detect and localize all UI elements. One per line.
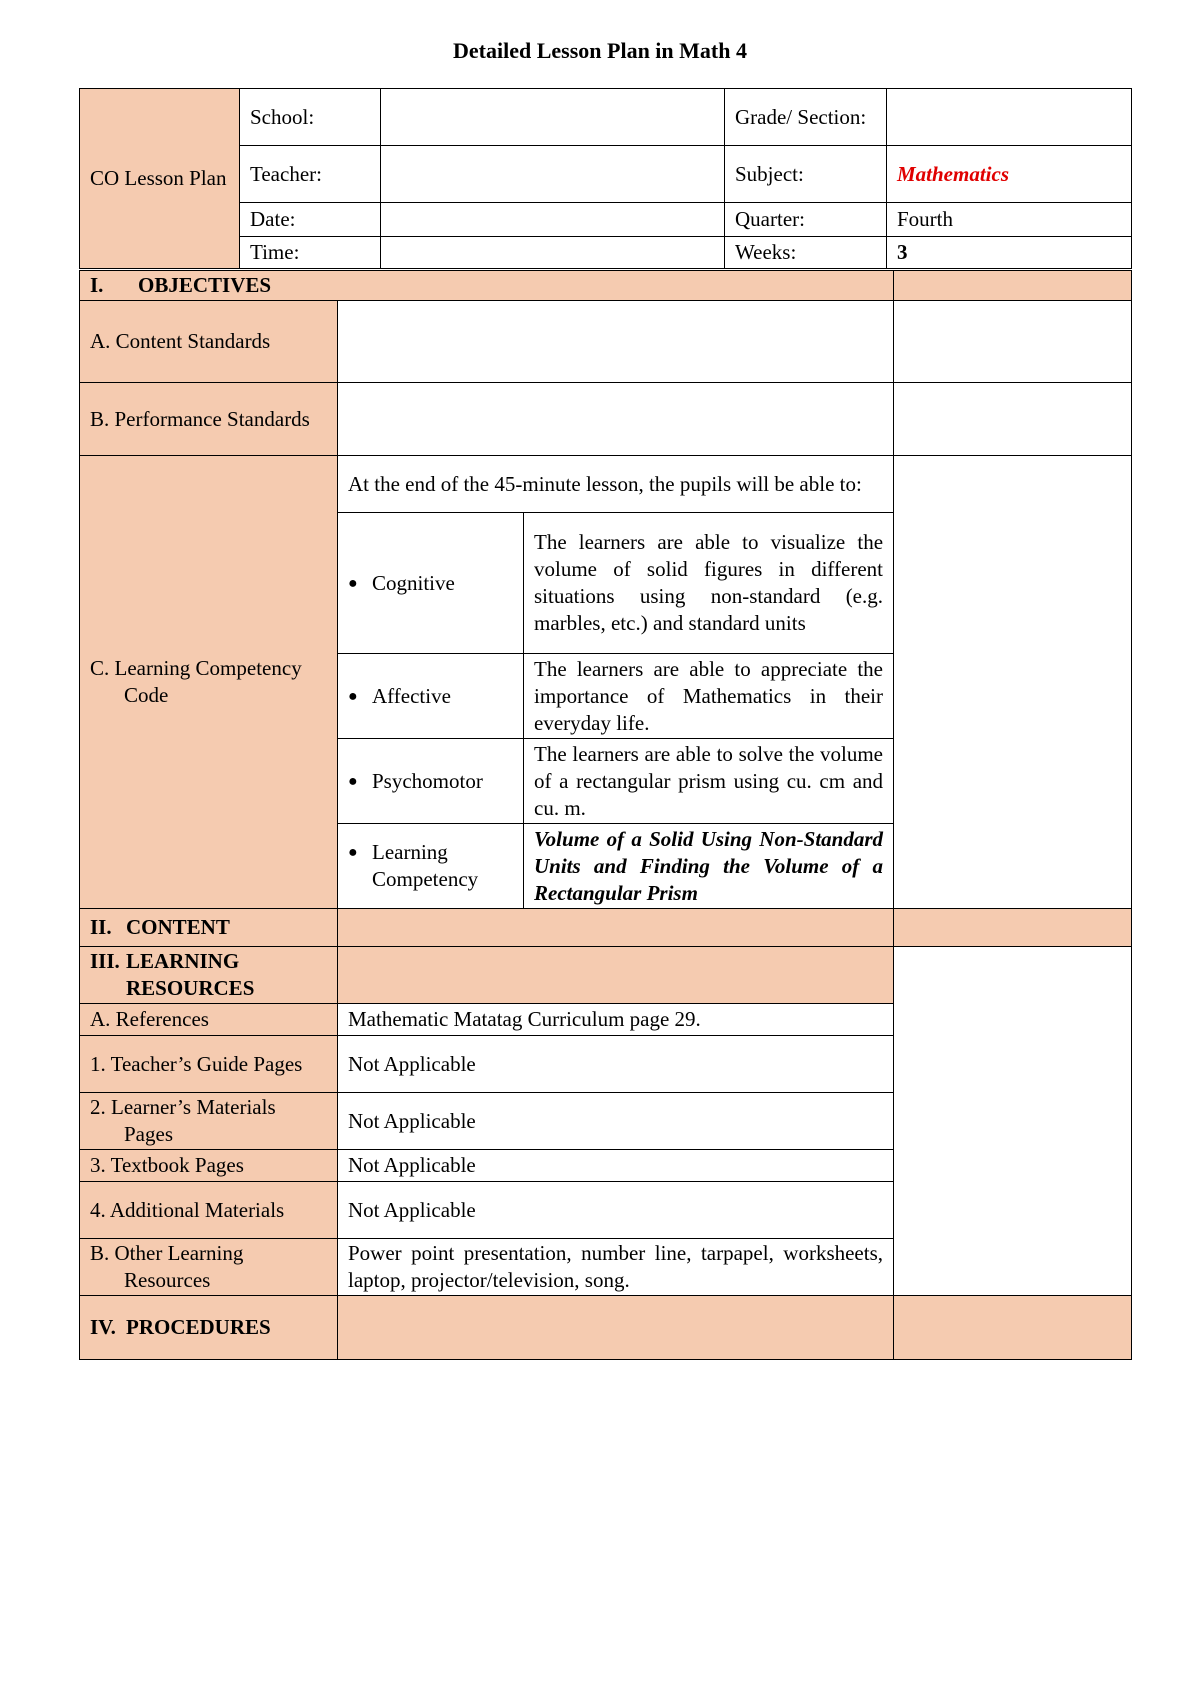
document-title: Detailed Lesson Plan in Math 4 [453, 38, 747, 63]
resources-heading [80, 947, 338, 1004]
resources-notes [894, 947, 1132, 1296]
resource-value-other-resources: Power point presentation, number line, tarpapel, worksheets, laptop, projector/television, song. [338, 1239, 894, 1296]
content-title: CONTENT [126, 915, 230, 939]
content-heading [80, 909, 338, 947]
time-label: Time: [240, 237, 381, 269]
resource-label-additional-materials: 4. Additional Materials [80, 1182, 338, 1239]
resource-label-references: A. References [80, 1004, 338, 1036]
date-label: Date: [240, 203, 381, 237]
performance-standards-notes [894, 383, 1132, 456]
procedures-value [338, 1296, 894, 1360]
domain-text-psychomotor: The learners are able to solve the volume of a rectangular prism using cu. cm and cu. m. [524, 739, 894, 824]
content-standards-value[interactable] [338, 301, 894, 383]
resource-value-additional-materials: Not Applicable [338, 1182, 894, 1239]
subject-value: Mathematics [887, 146, 1132, 203]
header-table [79, 88, 1132, 269]
resources-title: LEARNING RESOURCES [126, 949, 255, 1000]
school-value[interactable] [381, 89, 725, 146]
performance-standards-value[interactable] [338, 383, 894, 456]
objectives-number: I. [90, 273, 104, 297]
date-value[interactable] [381, 203, 725, 237]
resource-value-learners-materials: Not Applicable [338, 1093, 894, 1150]
time-value[interactable] [381, 237, 725, 269]
grade-section-label: Grade/ Section: [725, 89, 887, 146]
domain-label-affective: ● Affective [338, 654, 524, 739]
resource-label-learners-materials: 2. Learner’s Materials Pages [80, 1093, 338, 1150]
objectives-notes-cell [894, 271, 1132, 301]
content-notes [894, 909, 1132, 947]
domain-text-learning-competency: Volume of a Solid Using Non-Standard Units and Finding the Volume of a Rectangular Prism [524, 824, 894, 909]
co-lesson-plan-label: CO Lesson Plan [80, 89, 240, 269]
content-standards-notes [894, 301, 1132, 383]
teacher-label: Teacher: [240, 146, 381, 203]
quarter-value: Fourth [887, 203, 1132, 237]
competency-notes [894, 456, 1132, 909]
resource-label-textbook-pages: 3. Textbook Pages [80, 1150, 338, 1182]
content-standards-label: A. Content Standards [80, 301, 338, 383]
resource-value-teachers-guide: Not Applicable [338, 1036, 894, 1093]
bullet-icon: ● [348, 844, 358, 861]
procedures-heading [80, 1296, 338, 1360]
performance-standards-label: B. Performance Standards [80, 383, 338, 456]
bullet-icon: ● [348, 687, 358, 705]
main-table [79, 270, 1132, 1360]
procedures-notes [894, 1296, 1132, 1360]
subject-label: Subject: [725, 146, 887, 203]
bullet-icon: ● [348, 574, 358, 592]
objectives-title: OBJECTIVES [138, 273, 272, 297]
resource-label-teachers-guide: 1. Teacher’s Guide Pages [80, 1036, 338, 1093]
objectives-heading [80, 271, 894, 301]
bullet-icon: ● [348, 772, 358, 790]
quarter-label: Quarter: [725, 203, 887, 237]
competency-code-label: C. Learning Competency Code [80, 456, 338, 909]
content-number: II. [90, 915, 112, 939]
procedures-number: IV. [90, 1315, 116, 1339]
resource-value-textbook-pages: Not Applicable [338, 1150, 894, 1182]
procedures-title: PROCEDURES [126, 1315, 271, 1339]
content-value [338, 909, 894, 947]
school-label: School: [240, 89, 381, 146]
resource-value-references: Mathematic Matatag Curriculum page 29. [338, 1004, 894, 1036]
weeks-label: Weeks: [725, 237, 887, 269]
teacher-value[interactable] [381, 146, 725, 203]
resources-value [338, 947, 894, 1004]
resources-number: III. [90, 949, 120, 973]
grade-section-value[interactable] [887, 89, 1132, 146]
domain-text-affective: The learners are able to appreciate the importance of Mathematics in their everyday life. [524, 654, 894, 739]
domain-label-psychomotor: ● Psychomotor [338, 739, 524, 824]
domain-label-cognitive: ● Cognitive [338, 513, 524, 654]
domain-text-cognitive: The learners are able to visualize the volume of solid figures in different situations using non-standard (e.g. marbles, etc.) and standard units [524, 513, 894, 654]
resource-label-other-resources: B. Other Learning Resources [80, 1239, 338, 1296]
domain-label-learning-competency: ● Learning Competency [338, 824, 524, 909]
objectives-intro: At the end of the 45-minute lesson, the pupils will be able to: [338, 456, 894, 513]
weeks-value: 3 [887, 237, 1132, 269]
